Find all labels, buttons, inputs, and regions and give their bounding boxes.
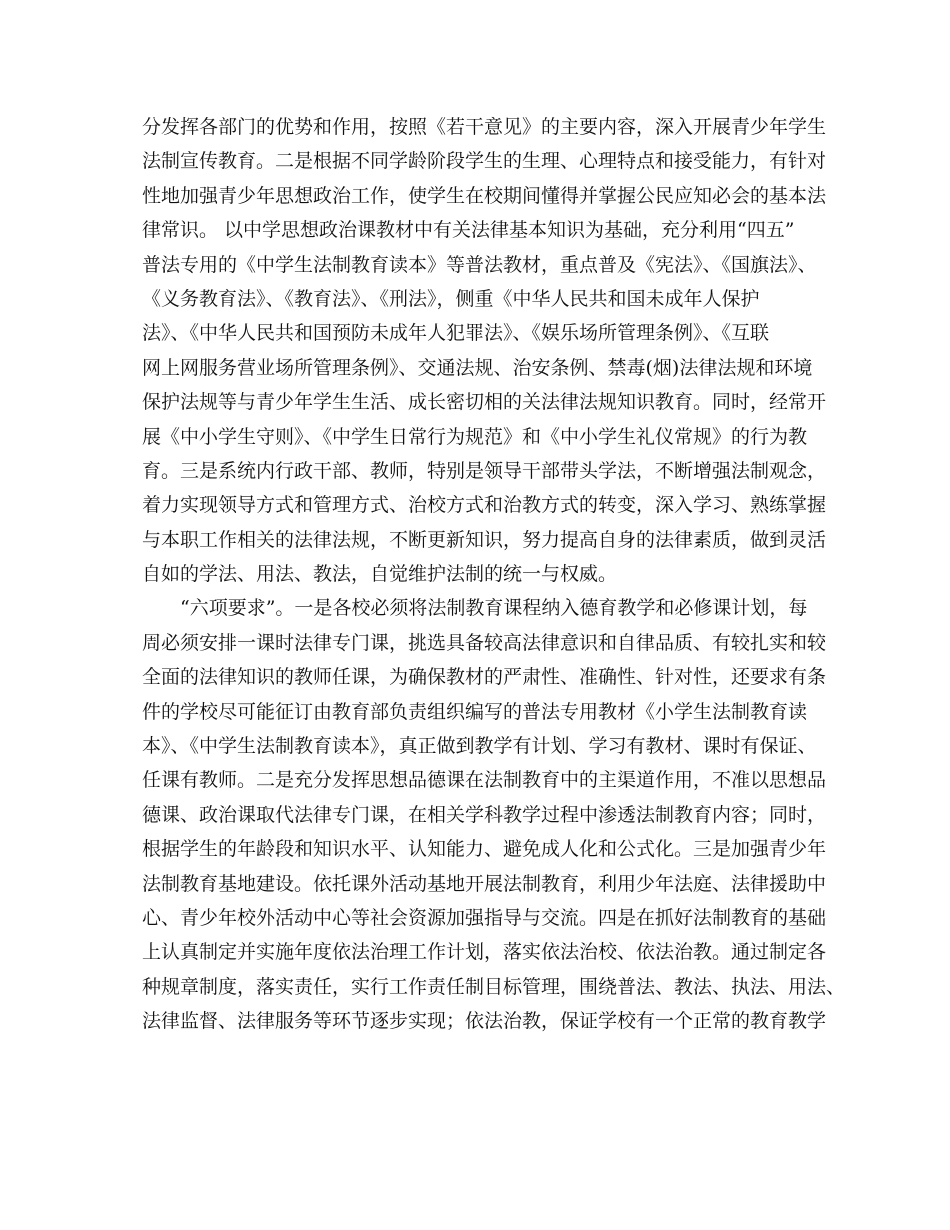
- text-line: 着力实现领导方式和管理方式、治校方式和治教方式的转变，深入学习、熟练掌握: [142, 494, 827, 517]
- text-line: 任课有教师。二是充分发挥思想品德课在法制教育中的主渠道作用，不准以思想品: [142, 769, 827, 792]
- text-line: 保护法规等与青少年学生生活、成长密切相的关法律法规知识教育。同时，经常开: [142, 391, 827, 414]
- text-line: 律常识。 以中学思想政治课教材中有关法律基本知识为基础，充分利用“四五”: [142, 219, 795, 242]
- text-line: “六项要求”。一是各校必须将法制教育课程纳入德育教学和必修课计划，每: [180, 597, 808, 620]
- text-line: 性地加强青少年思想政治工作，使学生在校期间懂得并掌握公民应知必会的基本法: [142, 184, 827, 207]
- text-line: 《义务教育法》、《教育法》、《刑法》，侧重《中华人民共和国未成年人保护: [142, 287, 760, 310]
- text-line: 与本职工作相关的法律法规，不断更新知识，努力提高自身的法律素质，做到灵活: [142, 528, 827, 551]
- text-line: 分发挥各部门的优势和作用，按照《若干意见》的主要内容，深入开展青少年学生: [142, 116, 827, 138]
- text-line: 法》、《中华人民共和国预防未成年人犯罪法》、《娱乐场所管理条例》、《互联: [142, 322, 770, 345]
- text-line: 上认真制定并实施年度依法治理工作计划，落实依法治校、依法治教。通过制定各: [142, 941, 827, 964]
- text-line: 件的学校尽可能征订由教育部负责组织编写的普法专用教材《小学生法制教育读: [142, 700, 808, 723]
- text-line: 全面的法律知识的教师任课，为确保教材的严肃性、准确性、针对性，还要求有条: [142, 666, 827, 689]
- text-line: 自如的学法、用法、教法，自觉维护法制的统一与权威。: [142, 563, 618, 586]
- text-line: 育。三是系统内行政干部、教师，特别是领导干部带头学法，不断增强法制观念，: [142, 459, 827, 482]
- text-line: 心、青少年校外活动中心等社会资源加强指导与交流。四是在抓好法制教育的基础: [142, 906, 827, 929]
- text-line: 周必须安排一课时法律专门课，挑选具备较高法律意识和自律品质、有较扎实和较: [142, 631, 827, 654]
- text-line: 种规章制度，落实责任，实行工作责任制目标管理，围绕普法、教法、执法、用法、: [142, 975, 846, 998]
- text-line: 展《中小学生守则》、《中学生日常行为规范》和《中小学生礼仪常规》的行为教: [142, 425, 808, 448]
- body-text: [142, 110, 846, 1039]
- text-line: 根据学生的年龄段和知识水平、认知能力、避免成人化和公式化。三是加强青少年: [142, 838, 827, 861]
- text-line: 法律监督、法律服务等环节逐步实现；依法治教，保证学校有一个正常的教育教学: [142, 1010, 827, 1033]
- text-line: 德课、政治课取代法律专门课，在相关学科教学过程中渗透法制教育内容；同时，: [142, 803, 827, 826]
- text-line: 法制教育基地建设。依托课外活动基地开展法制教育，利用少年法庭、法律援助中: [142, 872, 827, 895]
- text-line: 网上网服务营业场所管理条例》、交通法规、治安条例、禁毒(烟)法律法规和环境: [142, 356, 813, 379]
- text-line: 本》、《中学生法制教育读本》，真正做到教学有计划、学习有教材、课时有保证、: [142, 735, 817, 758]
- text-line: 法制宣传教育。二是根据不同学龄阶段学生的生理、心理特点和接受能力，有针对: [142, 150, 827, 173]
- text-line: 普法专用的《中学生法制教育读本》等普法教材，重点普及《宪法》、《国旗法》、: [142, 253, 817, 276]
